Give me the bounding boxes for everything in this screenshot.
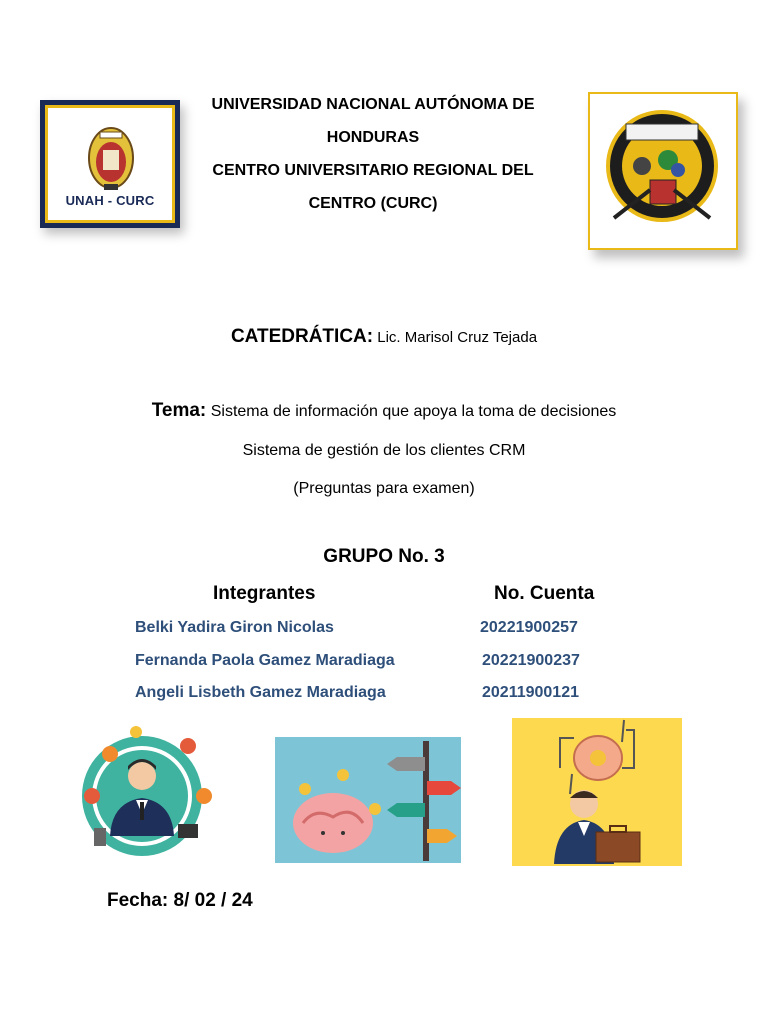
topic-value: Sistema de información que apoya la toma de decisiones bbox=[206, 403, 617, 420]
member-name: Belki Yadira Giron Nicolas bbox=[135, 619, 334, 636]
member-name: Fernanda Paola Gamez Maradiaga bbox=[135, 652, 395, 669]
idea-businessman-icon bbox=[512, 718, 682, 866]
brain-signpost-icon bbox=[275, 737, 461, 863]
title-line: CENTRO UNIVERSITARIO REGIONAL DEL bbox=[212, 162, 534, 179]
institution-title bbox=[190, 88, 556, 220]
topic-subtitle: Sistema de gestión de los clientes CRM bbox=[242, 442, 526, 459]
professor-line bbox=[0, 326, 768, 348]
topic-label: Tema: bbox=[151, 400, 207, 421]
member-account: 20221900257 bbox=[480, 619, 578, 636]
professor-name: Lic. Marisol Cruz Tejada bbox=[373, 329, 538, 346]
title-line: HONDURAS bbox=[326, 129, 420, 146]
curc-emblem-logo bbox=[588, 92, 738, 250]
unah-curc-logo bbox=[40, 100, 180, 228]
member-name: Angeli Lisbeth Gamez Maradiaga bbox=[135, 684, 386, 701]
account-header: No. Cuenta bbox=[494, 583, 595, 604]
professor-label: CATEDRÁTICA: bbox=[230, 326, 374, 347]
date-line: Fecha: 8/ 02 / 24 bbox=[107, 890, 253, 911]
members-header: Integrantes bbox=[213, 583, 316, 604]
title-line: UNIVERSIDAD NACIONAL AUTÓNOMA DE bbox=[211, 96, 535, 113]
emblem-icon bbox=[590, 94, 736, 248]
university-seal-icon bbox=[52, 112, 178, 228]
topic-line bbox=[0, 400, 768, 422]
title-line: CENTRO (CURC) bbox=[308, 195, 438, 212]
member-account: 20211900121 bbox=[482, 684, 579, 701]
businessman-circle-icon bbox=[70, 718, 220, 868]
logo-caption: UNAH - CURC bbox=[65, 193, 155, 208]
topic-note: (Preguntas para examen) bbox=[293, 480, 475, 497]
group-title: GRUPO No. 3 bbox=[323, 546, 445, 567]
member-account: 20221900237 bbox=[482, 652, 580, 669]
